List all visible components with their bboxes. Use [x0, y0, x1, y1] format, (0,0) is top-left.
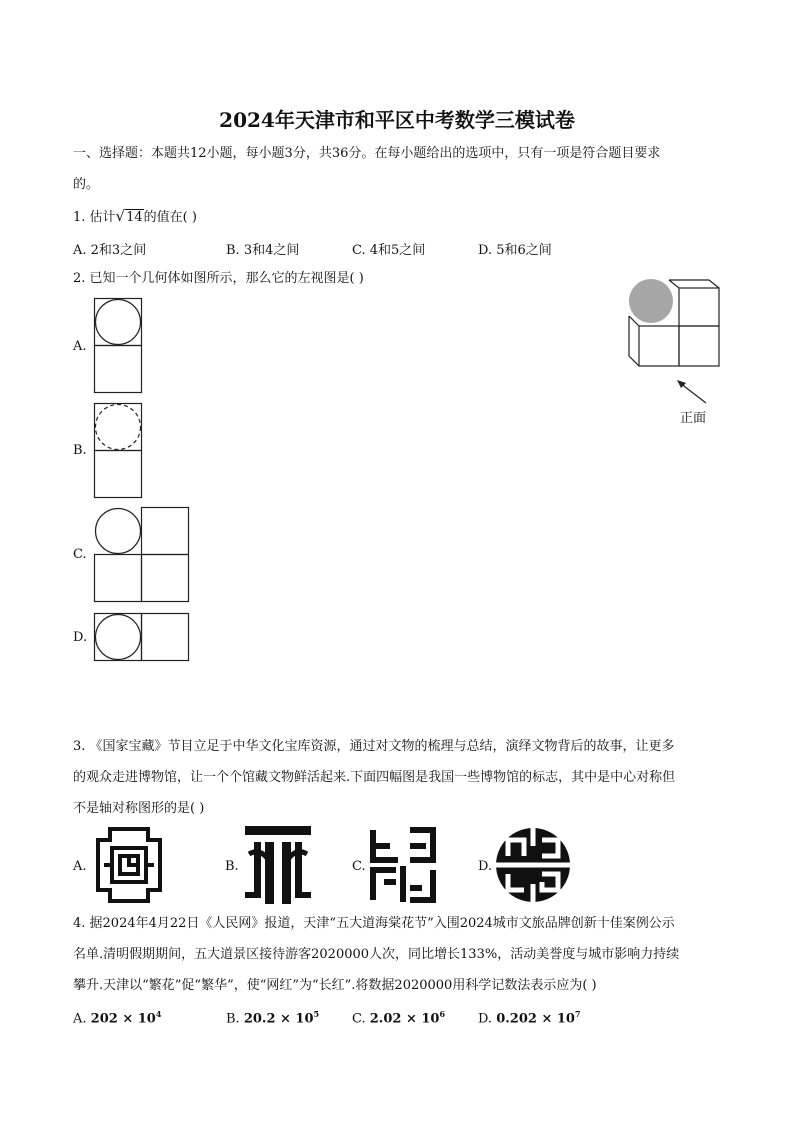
- q4-option-a-letter: A.: [73, 1011, 87, 1027]
- page-title: 2024年天津市和平区中考数学三模试卷: [219, 108, 575, 132]
- question-4-line3: 攀升.天津以“繁花”促“繁华”，使“网红”为“长红”.将数据2020000用科学记数法表示应为( ): [73, 978, 597, 993]
- q4-option-a-mantissa: 202 × 10: [90, 1011, 156, 1027]
- q4-option-c-mantissa: 2.02 × 10: [369, 1011, 440, 1027]
- q4-option-b-mantissa: 20.2 × 10: [243, 1011, 314, 1027]
- sphere-shape: [629, 279, 673, 323]
- q4-option-d-exponent: 7: [574, 1009, 581, 1019]
- q1-radicand: 14: [126, 210, 143, 225]
- q1-prefix: 1. 估计: [73, 210, 116, 225]
- q1-option-c[interactable]: C. 4和5之间: [352, 243, 426, 258]
- q2-option-d-letter[interactable]: D.: [73, 630, 88, 645]
- museum-logo-c[interactable]: [370, 826, 436, 904]
- q4-option-c-exponent: 6: [439, 1009, 446, 1019]
- q4-option-b-exponent: 5: [313, 1009, 320, 1019]
- q3-option-d-letter[interactable]: D.: [478, 859, 493, 874]
- q4-option-b-letter: B.: [226, 1011, 240, 1027]
- question-4-line2: 名单.清明假期期间，五大道景区接待游客2020000人次，同比增长133%，活动美誉度与城市影响力持续: [73, 947, 680, 962]
- section-instructions-line2: 的。: [73, 177, 100, 192]
- q2-option-a-letter[interactable]: A.: [73, 339, 87, 354]
- q1-option-b[interactable]: B. 3和4之间: [226, 243, 300, 258]
- q2-option-b-figure[interactable]: [94, 403, 142, 499]
- q2-option-b-letter[interactable]: B.: [73, 443, 87, 458]
- question-1-stem: [73, 207, 197, 227]
- q4-option-d[interactable]: [478, 1009, 581, 1026]
- q2-option-d-figure[interactable]: [94, 613, 190, 661]
- q4-option-c[interactable]: [352, 1009, 445, 1026]
- front-view-label: 正面: [680, 411, 707, 426]
- q4-option-a-exponent: 4: [155, 1009, 162, 1019]
- q4-option-c-letter: C.: [352, 1011, 366, 1027]
- question-4-line1: 4. 据2024年4月22日《人民网》报道，天津“五大道海棠花节”入围2024城市文旅品牌创新十佳案例公示: [73, 916, 675, 931]
- q3-option-b-letter[interactable]: B.: [225, 859, 239, 874]
- q3-option-a-letter[interactable]: A.: [73, 859, 87, 874]
- q4-option-d-mantissa: 0.202 × 10: [496, 1011, 575, 1027]
- section-instructions-line1: 一、选择题：本题共12小题，每小题3分，共36分。在每小题给出的选项中，只有一项是符合题目要求: [73, 146, 661, 161]
- question-3-line2: 的观众走进博物馆，让一个个馆藏文物鲜活起来.下面四幅图是我国一些博物馆的标志，其中是中心对称但: [73, 770, 676, 785]
- q1-suffix: 的值在( ): [143, 210, 197, 225]
- q4-option-a[interactable]: [73, 1009, 161, 1026]
- sqrt-symbol: √: [115, 207, 126, 225]
- q2-option-a-figure[interactable]: [94, 298, 142, 394]
- museum-logo-d[interactable]: [494, 826, 572, 904]
- question-2-stem: 2. 已知一个几何体如图所示，那么它的左视图是( ): [73, 271, 364, 286]
- museum-logo-a[interactable]: [90, 826, 168, 904]
- q1-option-d[interactable]: D. 5和6之间: [478, 243, 552, 258]
- museum-logo-b[interactable]: [245, 826, 311, 904]
- q1-option-a[interactable]: A. 2和3之间: [73, 243, 147, 258]
- q2-option-c-letter[interactable]: C.: [73, 547, 87, 562]
- q4-option-b[interactable]: [226, 1009, 319, 1026]
- question-3-line3: 不是轴对称图形的是( ): [73, 801, 205, 816]
- q4-option-d-letter: D.: [478, 1011, 493, 1027]
- question-3-line1: 3. 《国家宝藏》节目立足于中华文化宝库资源，通过对文物的梳理与总结，演绎文物背后的故事，让更多: [73, 739, 675, 754]
- solid-figure: [622, 272, 732, 402]
- q3-option-c-letter[interactable]: C.: [352, 859, 366, 874]
- q2-option-c-figure[interactable]: [94, 507, 190, 603]
